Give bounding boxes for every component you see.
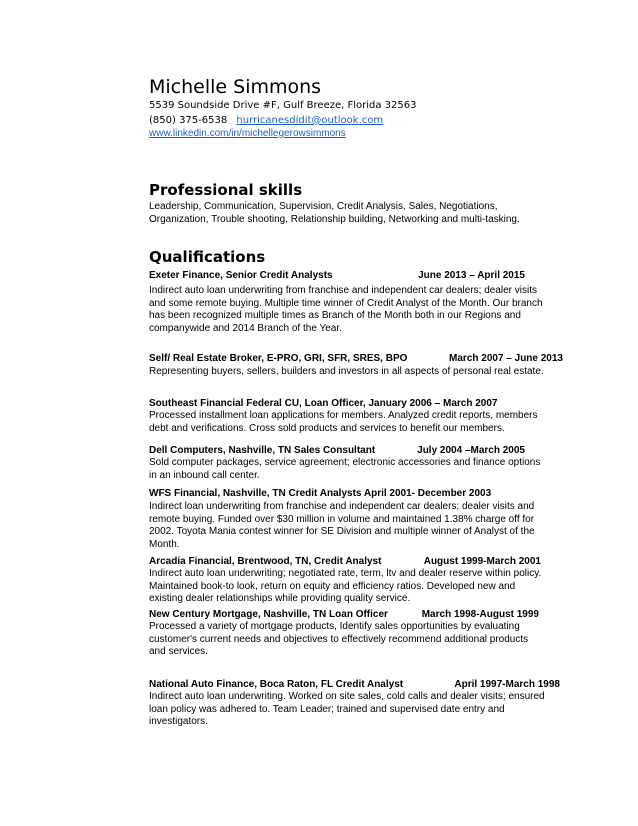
description-line: Sold computer packages, service agreement; electronic accessories and finance options xyxy=(149,457,541,468)
description-line: existing dealer relationships while providing quality service. xyxy=(149,593,411,605)
description-line: Indirect auto loan underwriting. Worked on site sales, cold calls and dealer visits; ensured xyxy=(149,691,545,702)
job-title: Dell Computers, Nashville, TN Sales Consultant xyxy=(149,445,376,456)
description-line: Processed installment loan applications for members. Analyzed credit reports, members xyxy=(149,410,538,421)
job-entry xyxy=(149,555,565,606)
description-line: Processed a variety of mortgage products, Identify sales opportunities by evaluating xyxy=(149,621,520,632)
job-entry xyxy=(149,397,565,435)
description-line: customer's current needs and objectives to effectively recommend additional products xyxy=(149,633,529,645)
description-line: loan policy was adhered to. Team Leader; trained and supervised date entry and xyxy=(149,703,505,715)
description-line: remote buying. Funded over $30 million in volume and maintained 1.38% charge off for xyxy=(149,513,535,525)
description-line: Indirect auto loan underwriting from franchise and independent car dealers; dealer visits xyxy=(149,285,537,296)
description-line: companywide and 2014 Branch of the Year. xyxy=(149,322,342,334)
job-title: WFS Financial, Nashville, TN Credit Analysts April 2001- December 2003 xyxy=(149,488,492,499)
job-dates: June 2013 – April 2015 xyxy=(418,270,525,281)
description-line: and some remote buying. Multiple time winner of Credit Analyst of the Month. Our branch xyxy=(149,297,543,309)
description-line: debt and verifications. Cross sold products and services to benefit our members. xyxy=(149,422,505,434)
job-header xyxy=(149,444,565,457)
job-dates: July 2004 –March 2005 xyxy=(417,445,525,456)
skills-heading: Professional skills xyxy=(149,181,303,199)
job-description xyxy=(149,366,565,379)
description-line: investigators. xyxy=(149,716,208,728)
description-line: Representing buyers, sellers, builders and investors in all aspects of personal real estate. xyxy=(149,366,544,377)
description-line: 2002. Toyota Mania contest winner for SE Division and multiple winner of Analyst of the xyxy=(149,526,535,538)
job-header xyxy=(149,608,565,621)
job-description xyxy=(149,285,565,335)
job-description xyxy=(149,621,565,659)
job-title: Self/ Real Estate Broker, E-PRO, GRI, SFR, SRES, BPO xyxy=(149,353,408,364)
description-line: Indirect loan underwriting from franchise and independent car dealers; dealer visits and xyxy=(149,501,535,512)
job-dates: March 2007 – June 2013 xyxy=(449,353,563,364)
job-description xyxy=(149,691,565,729)
job-title: Arcadia Financial, Brentwood, TN, Credit Analyst xyxy=(149,556,382,567)
description-line: Maintained book-to look, return on equity and efficiency ratios. Developed new and xyxy=(149,580,516,592)
job-dates: August 1999-March 2001 xyxy=(423,556,541,567)
job-description xyxy=(149,501,565,551)
job-title: New Century Mortgage, Nashville, TN Loan Officer xyxy=(149,609,388,620)
job-title: Exeter Finance, Senior Credit Analysts xyxy=(149,270,333,281)
qualifications-heading: Qualifications xyxy=(149,248,266,266)
description-line: and services. xyxy=(149,646,208,658)
job-entry xyxy=(149,608,565,659)
job-entry xyxy=(149,269,565,335)
job-description xyxy=(149,568,565,606)
contact-line xyxy=(149,114,383,128)
job-header xyxy=(149,269,565,282)
job-entry xyxy=(149,352,565,379)
job-dates: March 1998-August 1999 xyxy=(421,609,539,620)
job-title: Southeast Financial Federal CU, Loan Officer, January 2006 – March 2007 xyxy=(149,398,498,409)
job-header xyxy=(149,397,565,410)
job-description xyxy=(149,457,565,482)
description-line: Month. xyxy=(149,538,180,550)
description-line: in an inbound call center. xyxy=(149,469,260,481)
description-line: has been recognized multiple times as Branch of the Month both in our Regions and xyxy=(149,310,521,322)
description-line: Indirect auto loan underwriting; negotiated rate, term, ltv and dealer reserve within policy. xyxy=(149,568,542,579)
job-entry xyxy=(149,444,565,482)
job-header xyxy=(149,555,565,568)
skills-line: Organization, Trouble shooting, Relationship building, Networking and multi-tasking. xyxy=(149,214,520,225)
skills-text xyxy=(149,200,559,226)
job-header xyxy=(149,352,565,365)
job-title: National Auto Finance, Boca Raton, FL Credit Analyst xyxy=(149,679,404,690)
job-entry xyxy=(149,678,565,729)
skills-line: Leadership, Communication, Supervision, Credit Analysis, Sales, Negotiations, xyxy=(149,201,498,212)
job-header xyxy=(149,678,565,691)
address: 5539 Soundside Drive #F, Gulf Breeze, Florida 32563 xyxy=(149,100,417,111)
email-link[interactable]: hurricanesdidit@outlook.com xyxy=(236,115,384,126)
phone-number: (850) 375-6538 xyxy=(149,115,228,126)
job-header xyxy=(149,487,565,500)
job-entry xyxy=(149,487,565,551)
candidate-name: Michelle Simmons xyxy=(149,76,322,98)
job-description xyxy=(149,410,565,435)
linkedin-link[interactable]: www.linkedin.com/in/michellegerowsimmons xyxy=(149,128,346,139)
job-dates: April 1997-March 1998 xyxy=(454,679,560,690)
